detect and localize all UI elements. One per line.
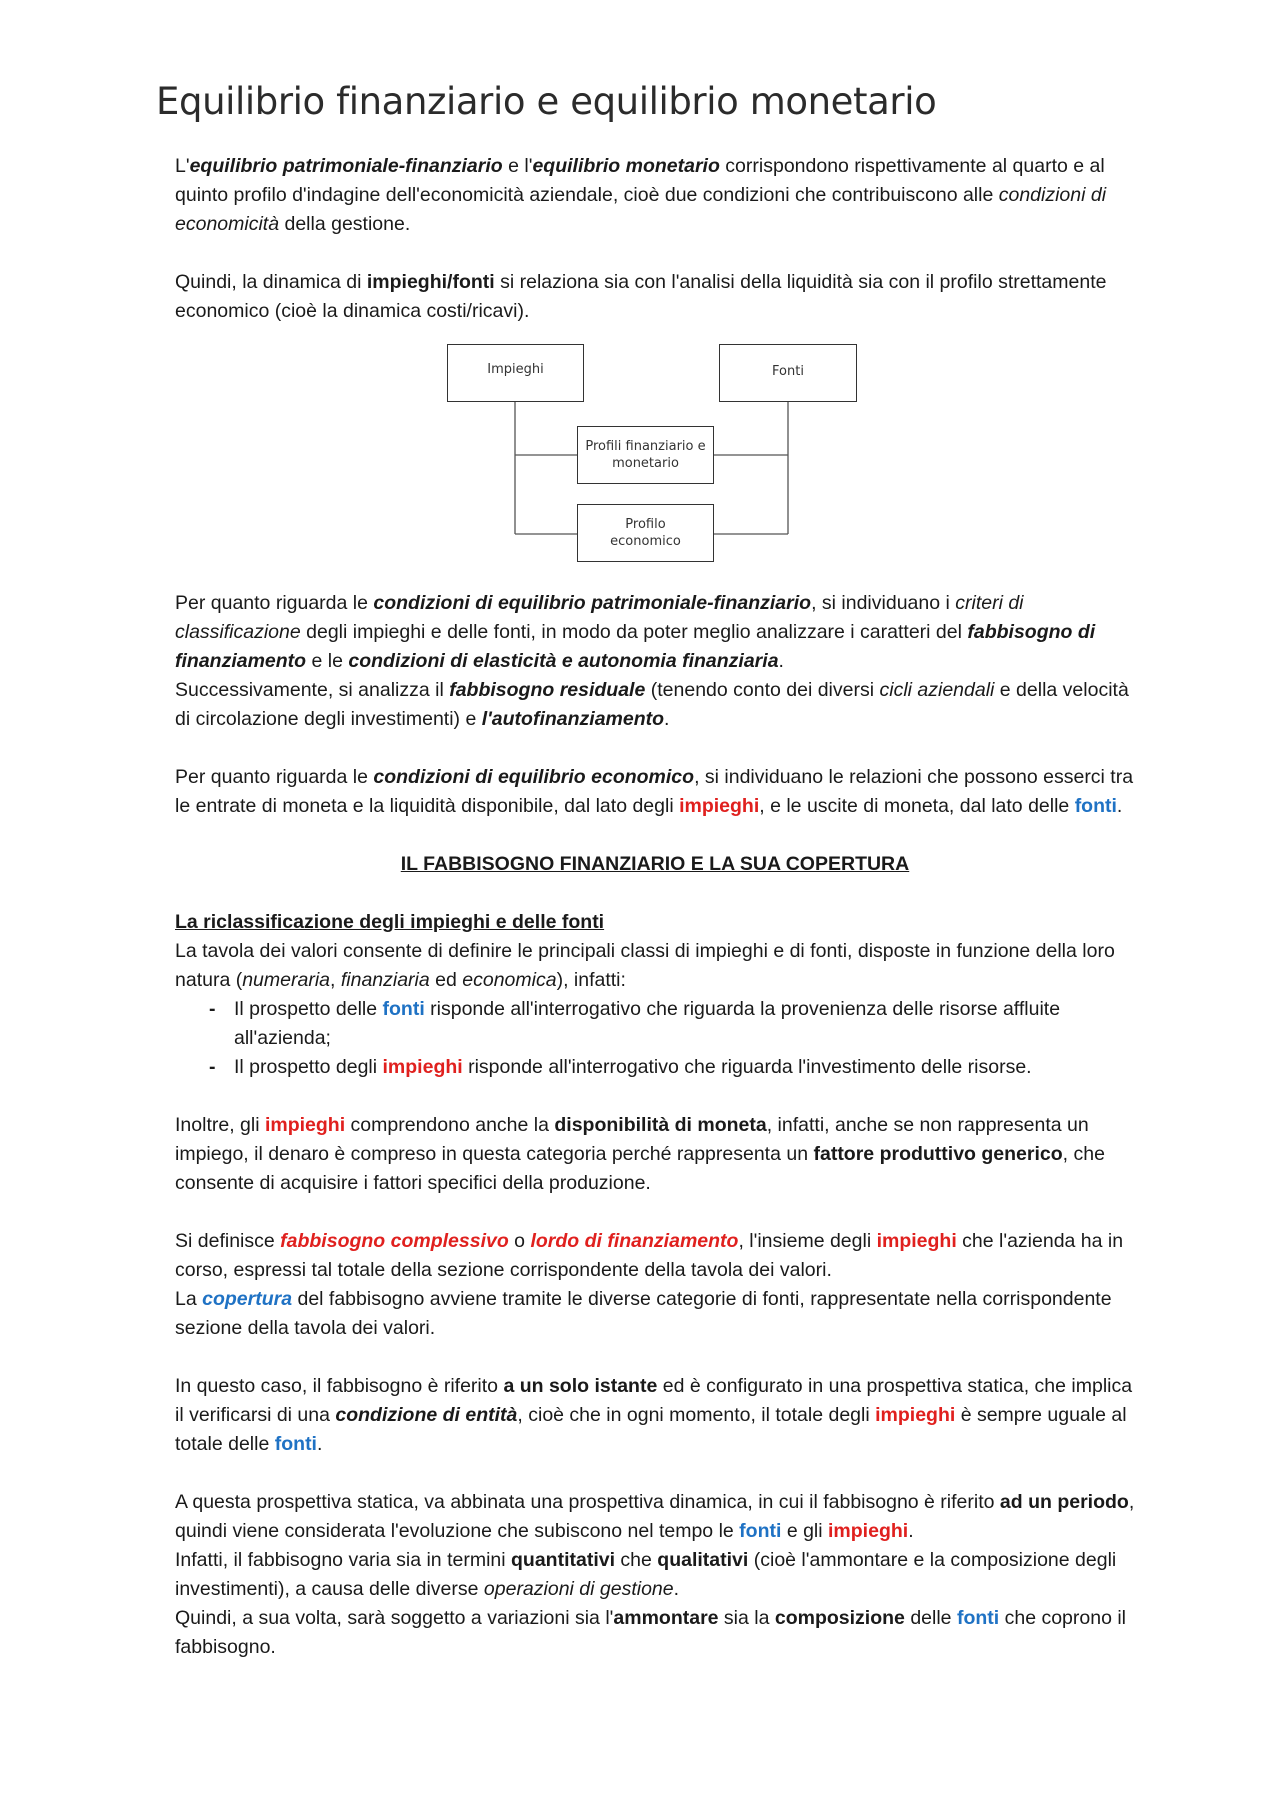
paragraph-intro: L'equilibrio patrimoniale-finanziario e l'equilibrio monetario corrispondono rispettivamente al quarto e al quinto profilo d'indagine dell'economicità aziendale, cioè due condizioni che contribuiscono alle condizioni di economicità della gestione. xyxy=(175,155,1107,235)
diagram-label-fonti: Fonti xyxy=(772,364,804,379)
paragraph-prospettiva-statica: In questo caso, il fabbisogno è riferito a un solo istante ed è configurato in una prospettiva statica, che implica il verificarsi di una condizione di entità, cioè che in ogni momento, il totale degli impieghi è sempre uguale al totale delle fonti. xyxy=(175,1375,1133,1455)
page-title: Equilibrio finanziario e equilibrio monetario xyxy=(156,80,937,123)
paragraph-equilibrio-economico: Per quanto riguarda le condizioni di equilibrio economico, si individuano le relazioni che possono esserci tra le entrate di moneta e la liquidità disponibile, dal lato degli impieghi, e le uscite di moneta, dal lato delle fonti. xyxy=(175,766,1134,817)
paragraph-tavola-valori: La tavola dei valori consente di definire le principali classi di impieghi e di fonti, disposte in funzione della loro natura (numeraria, finanziaria ed economica), infatti: xyxy=(175,940,1115,991)
paragraph-disponibilita-moneta: Inoltre, gli impieghi comprendono anche la disponibilità di moneta, infatti, anche se non rappresenta un impiego, il denaro è compreso in questa categoria perché rappresenta un fattore produttivo generico, che consente di acquisire i fattori specifici della produzione. xyxy=(175,1114,1105,1194)
paragraph-successivamente: Successivamente, si analizza il fabbisogno residuale (tenendo conto dei diversi cicli aziendali e della velocità di circolazione degli investimenti) e l'autofinanziamento. xyxy=(175,679,1129,730)
paragraph-dinamica: Quindi, la dinamica di impieghi/fonti si relaziona sia con l'analisi della liquidità sia con il profilo strettamente economico (cioè la dinamica costi/ricavi). xyxy=(175,271,1107,322)
paragraph-equilibrio-patrimoniale: Per quanto riguarda le condizioni di equilibrio patrimoniale-finanziario, si individuano i criteri di classificazione degli impieghi e delle fonti, in modo da poter meglio analizzare i caratteri del fabbisogno di finanziamento e le condizioni di elasticità e autonomia finanziaria. xyxy=(175,592,1096,672)
diagram-spacer xyxy=(175,326,1135,589)
diagram-label-economico-line2: economico xyxy=(610,534,681,549)
section-heading: IL FABBISOGNO FINANZIARIO E LA SUA COPERTURA xyxy=(400,853,910,875)
paragraph-fabbisogno-complessivo: Si definisce fabbisogno complessivo o lordo di finanziamento, l'insieme degli impieghi che l'azienda ha in corso, espressi tal totale della sezione corrispondente della tavola dei valori. xyxy=(175,1230,1124,1281)
list-item: - Il prospetto delle fonti risponde all'interrogativo che riguarda la provenienza delle risorse affluite all'azienda; xyxy=(234,995,1135,1053)
paragraph-variazioni: Infatti, il fabbisogno varia sia in termini quantitativi che qualitativi (cioè l'ammontare e la composizione degli investimenti), a causa delle diverse operazioni di gestione. xyxy=(175,1549,1117,1600)
subheading: La riclassificazione degli impieghi e delle fonti xyxy=(175,911,605,933)
diagram-label-impieghi: Impieghi xyxy=(487,362,544,377)
document-body xyxy=(175,152,1135,1662)
paragraph-prospettiva-dinamica: A questa prospettiva statica, va abbinata una prospettiva dinamica, in cui il fabbisogno è riferito ad un periodo, quindi viene considerata l'evoluzione che subiscono nel tempo le fonti e gli impieghi. xyxy=(175,1491,1135,1542)
paragraph-copertura: La copertura del fabbisogno avviene tramite le diverse categorie di fonti, rappresentate nella corrispondente sezione della tavola dei valori. xyxy=(175,1288,1112,1339)
paragraph-conclusione: Quindi, a sua volta, sarà soggetto a variazioni sia l'ammontare sia la composizione delle fonti che coprono il fabbisogno. xyxy=(175,1607,1127,1658)
diagram-label-profili-line1: Profili finanziario e xyxy=(585,439,706,454)
dash-list xyxy=(175,995,1135,1082)
diagram-label-profili-line2: monetario xyxy=(612,456,679,471)
list-item: - Il prospetto degli impieghi risponde all'interrogativo che riguarda l'investimento delle risorse. xyxy=(234,1053,1135,1082)
diagram-label-economico-line1: Profilo xyxy=(625,517,666,532)
